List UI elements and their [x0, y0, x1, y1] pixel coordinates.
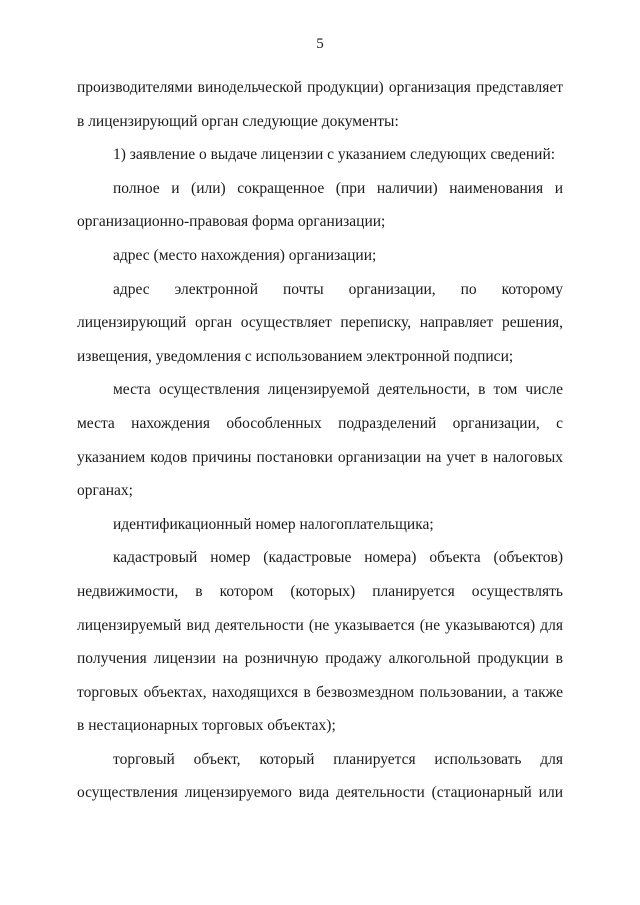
paragraph-email: адрес электронной почты организации, по которому лицензирующий орган осуществляет переписку, направляет решения, извещения, уведомления с использованием электронной подписи;	[77, 280, 563, 365]
paragraph-address: адрес (место нахождения) организации;	[113, 246, 377, 264]
page-number: 5	[316, 36, 324, 52]
paragraph-intro: производителями винодельческой продукции) организация представляет в лицензирующий орган следующие документы:	[77, 79, 563, 130]
paragraph-trade-object: торговый объект, который планируется использовать для осуществления лицензируемого вида деятельности (стационарный или	[77, 750, 563, 802]
paragraph-item-1: 1) заявление о выдаче лицензии с указанием следующих сведений:	[113, 146, 556, 164]
document-body	[77, 71, 563, 810]
paragraph-places: места осуществления лицензируемой деятельности, в том числе места нахождения обособленных подразделений организации, с указанием кодов причины постановки организации на учет в налоговых органах;	[77, 381, 563, 500]
paragraph-full-name: полное и (или) сокращенное (при наличии) наименования и организационно-правовая форма организации;	[77, 179, 563, 231]
paragraph-cadastral: кадастровый номер (кадастровые номера) объекта (объектов) недвижимости, в котором (которых) планируется осуществлять лицензируемый вид деятельности (не указывается (не указываются) для получения лицензии на розничную продажу алкогольной продукции в торговых объектах, находящихся в безвозмездном пользовании, а также в нестационарных торговых объектах);	[77, 549, 563, 735]
paragraph-inn: идентификационный номер налогоплательщика;	[113, 515, 434, 533]
